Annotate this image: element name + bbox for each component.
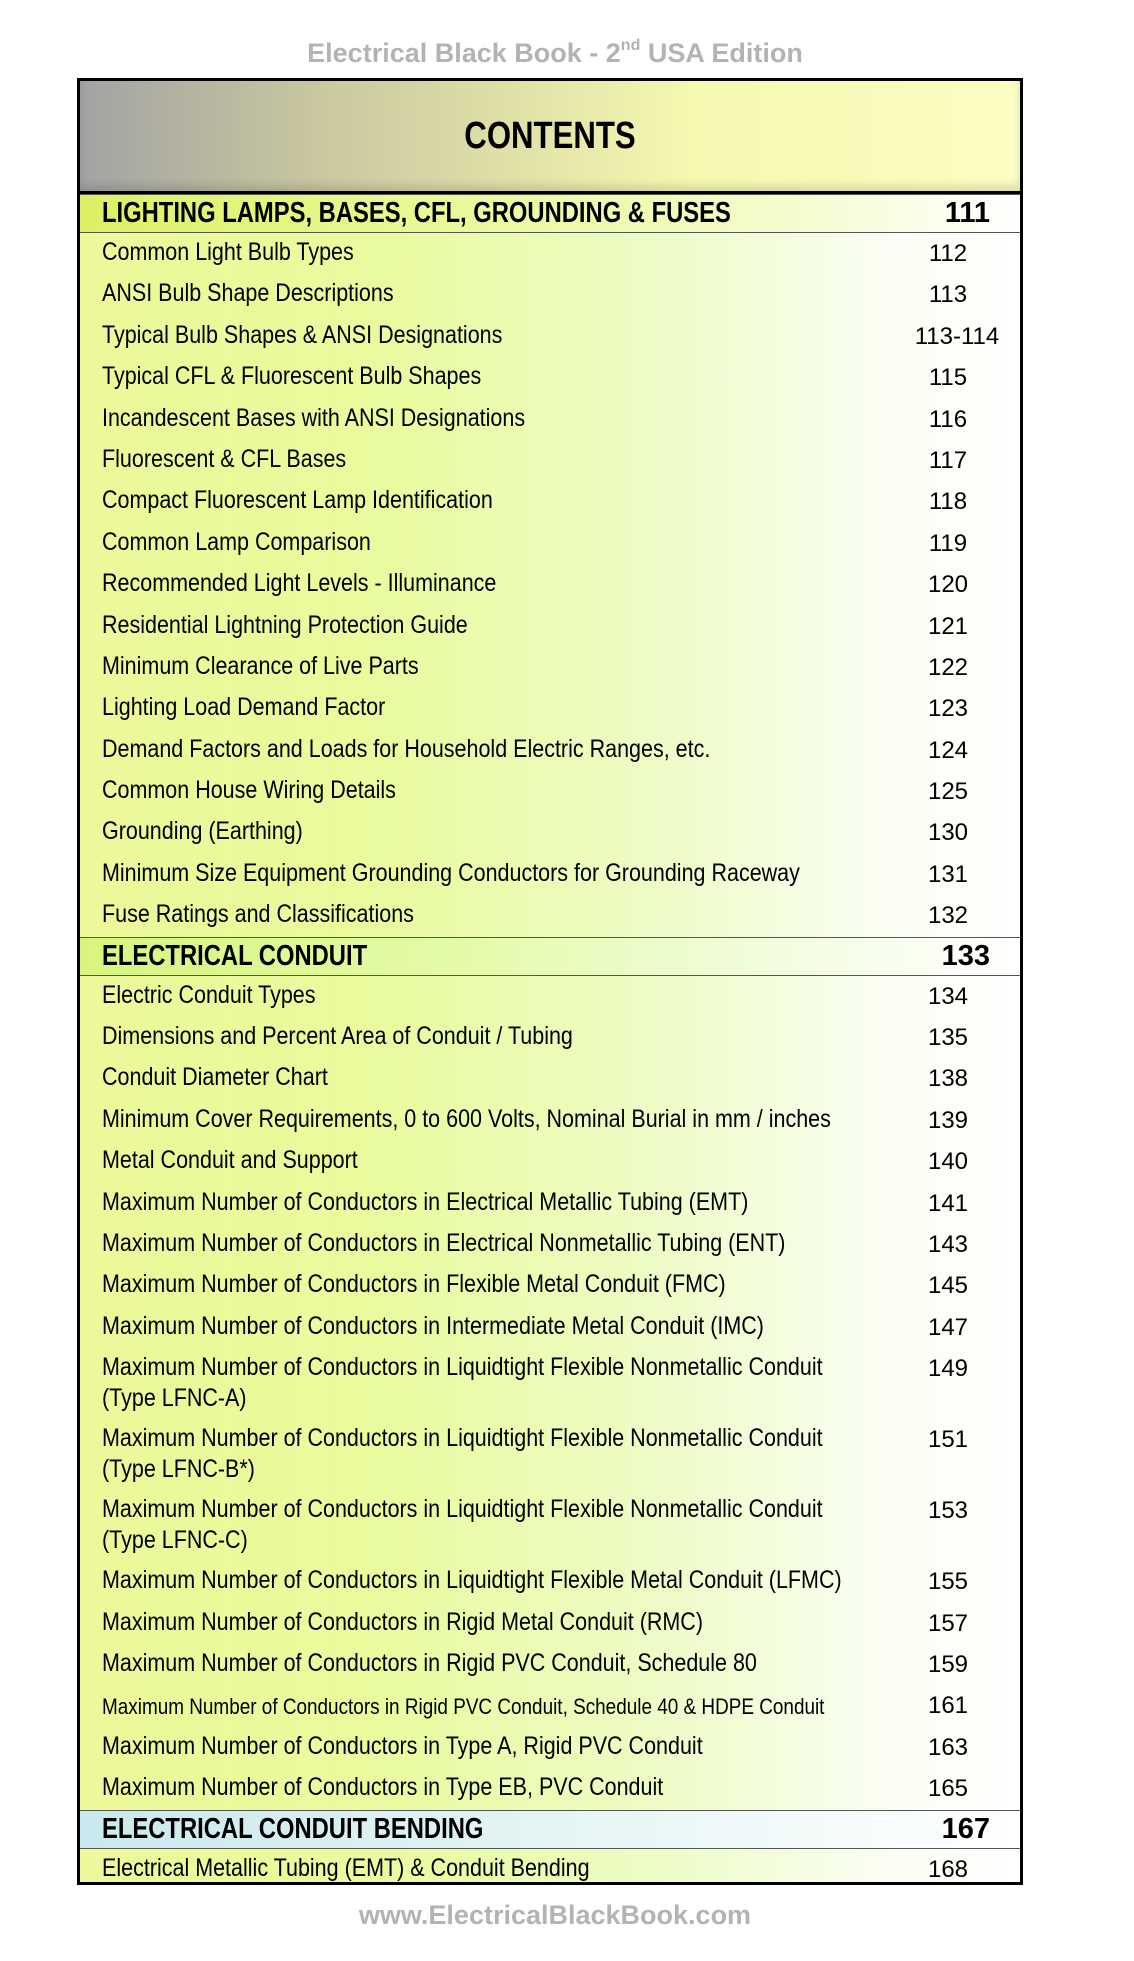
entry-title: Maximum Number of Conductors in Intermediate Metal Conduit (IMC) — [102, 1311, 764, 1340]
entry-title: Maximum Number of Conductors in Liquidtight Flexible Nonmetallic Conduit (Type LFNC-C) — [102, 1495, 823, 1555]
section-heading-conduit[interactable] — [80, 937, 1020, 976]
section-page: 167 — [941, 1812, 990, 1845]
entry-page: 120 — [927, 571, 969, 599]
toc-entry[interactable] — [80, 1419, 1020, 1490]
toc-entry[interactable] — [80, 1265, 1020, 1306]
toc-entry[interactable] — [80, 854, 1020, 895]
website-footer[interactable]: www.ElectricalBlackBook.com — [358, 1900, 752, 1930]
entry-title: Recommended Light Levels - Illuminance — [102, 569, 497, 598]
toc-entry[interactable] — [80, 523, 1020, 564]
section-heading-lighting[interactable] — [80, 194, 1020, 233]
entry-page: 135 — [927, 1024, 969, 1052]
entry-page: 122 — [927, 653, 969, 681]
entry-title: Common Light Bulb Types — [102, 238, 354, 266]
entry-page: 113-114 — [914, 322, 1000, 350]
entry-title: Minimum Cover Requirements, 0 to 600 Volts, Nominal Burial in mm / inches — [102, 1104, 831, 1133]
entry-title: Electric Conduit Types — [102, 980, 316, 1009]
toc-entry[interactable] — [80, 976, 1020, 1017]
toc-entry[interactable] — [80, 1100, 1020, 1141]
section-page: 133 — [941, 939, 990, 972]
contents-banner — [80, 81, 1020, 194]
toc-entry[interactable] — [80, 357, 1020, 398]
entry-page: 141 — [927, 1189, 969, 1217]
toc-entry[interactable] — [80, 730, 1020, 771]
entry-title: Compact Fluorescent Lamp Identification — [102, 486, 493, 515]
entry-page: 131 — [927, 860, 969, 888]
entry-page: 140 — [927, 1148, 969, 1176]
toc-entry[interactable] — [80, 1849, 1020, 1886]
entry-title: Maximum Number of Conductors in Type EB, PVC Conduit — [102, 1773, 664, 1802]
entry-title: Minimum Size Equipment Grounding Conductors for Grounding Raceway — [102, 858, 800, 887]
entry-page: 149 — [927, 1355, 969, 1383]
entry-title: Maximum Number of Conductors in Liquidtight Flexible Nonmetallic Conduit (Type LFNC-A) — [102, 1353, 823, 1413]
entry-page: 155 — [927, 1568, 969, 1596]
entry-title: Maximum Number of Conductors in Electrical Metallic Tubing (EMT) — [102, 1187, 749, 1216]
toc-entry[interactable] — [80, 1141, 1020, 1182]
entry-title: Grounding (Earthing) — [102, 817, 303, 846]
section-heading-bending[interactable] — [80, 1810, 1020, 1849]
entry-page: 115 — [928, 364, 968, 392]
entry-title: Typical Bulb Shapes & ANSI Designations — [102, 320, 503, 349]
entry-page: 151 — [927, 1426, 969, 1454]
entry-title: Maximum Number of Conductors in Liquidtight Flexible Nonmetallic Conduit (Type LFNC-B*) — [102, 1424, 823, 1484]
entry-page: 159 — [927, 1650, 969, 1678]
entry-page: 117 — [928, 446, 968, 474]
entry-title: Minimum Clearance of Live Parts — [102, 651, 419, 680]
entry-page: 130 — [927, 819, 969, 847]
entry-page: 132 — [927, 902, 969, 930]
entry-title: Common House Wiring Details — [102, 776, 396, 805]
toc-entry[interactable] — [80, 812, 1020, 853]
toc-entry[interactable] — [80, 481, 1020, 522]
toc-entry[interactable] — [80, 1058, 1020, 1099]
entry-title: Fuse Ratings and Classifications — [102, 900, 414, 929]
toc-entry[interactable] — [80, 1307, 1020, 1348]
entry-title: Maximum Number of Conductors in Rigid PVC Conduit, Schedule 40 & HDPE Conduit — [102, 1694, 825, 1720]
toc-entry[interactable] — [80, 606, 1020, 647]
entry-page: 118 — [928, 488, 968, 516]
entry-title: Maximum Number of Conductors in Rigid PVC Conduit, Schedule 80 — [102, 1648, 757, 1677]
entry-page: 161 — [927, 1692, 969, 1720]
entry-title: Fluorescent & CFL Bases — [102, 444, 347, 473]
entry-title: Maximum Number of Conductors in Rigid Metal Conduit (RMC) — [102, 1607, 703, 1636]
toc-entry[interactable] — [80, 1644, 1020, 1685]
entry-title: Maximum Number of Conductors in Flexible Metal Conduit (FMC) — [102, 1270, 726, 1299]
entry-page: 116 — [928, 405, 968, 433]
entry-page: 134 — [927, 982, 969, 1010]
toc-entry[interactable] — [80, 1603, 1020, 1644]
toc-entry[interactable] — [80, 1727, 1020, 1768]
entry-page: 121 — [927, 612, 969, 640]
entry-page: 168 — [927, 1855, 969, 1883]
entry-page: 112 — [928, 240, 968, 267]
toc-entry[interactable] — [80, 564, 1020, 605]
toc-entry[interactable] — [80, 399, 1020, 440]
section-title: ELECTRICAL CONDUIT BENDING — [102, 1812, 484, 1845]
entry-title: Maximum Number of Conductors in Electrical Nonmetallic Tubing (ENT) — [102, 1228, 786, 1257]
entry-page: 163 — [927, 1733, 969, 1761]
toc-entry[interactable] — [80, 316, 1020, 357]
header-superscript: nd — [620, 37, 641, 54]
toc-entry[interactable] — [80, 1561, 1020, 1602]
toc-entry[interactable] — [80, 233, 1020, 274]
toc-entry[interactable] — [80, 1490, 1020, 1561]
toc-entry[interactable] — [80, 1017, 1020, 1058]
entry-title: Residential Lightning Protection Guide — [102, 610, 468, 639]
entry-page: 119 — [928, 529, 968, 557]
toc-entry[interactable] — [80, 440, 1020, 481]
toc-entry[interactable] — [80, 1183, 1020, 1224]
toc-entry[interactable] — [80, 1348, 1020, 1419]
toc-entry[interactable] — [80, 688, 1020, 729]
entry-title: Dimensions and Percent Area of Conduit / Tubing — [102, 1022, 573, 1051]
contents-title: CONTENTS — [464, 115, 636, 157]
entry-page: 139 — [927, 1106, 969, 1134]
toc-entry[interactable] — [80, 895, 1020, 936]
entry-title: Incandescent Bases with ANSI Designations — [102, 403, 526, 432]
book-header — [0, 38, 1110, 69]
toc-entry[interactable] — [80, 1768, 1020, 1809]
entry-page: 124 — [927, 736, 969, 764]
contents-page — [77, 78, 1023, 1885]
section-title: ELECTRICAL CONDUIT — [102, 939, 368, 972]
entry-page: 113 — [928, 281, 968, 309]
entry-title: Common Lamp Comparison — [102, 527, 371, 556]
entry-page: 153 — [927, 1497, 969, 1525]
toc-entry[interactable] — [80, 771, 1020, 812]
entry-title: Electrical Metallic Tubing (EMT) & Conduit Bending — [102, 1853, 590, 1882]
header-text: Electrical Black Book - 2 — [307, 38, 621, 68]
entry-page: 125 — [927, 778, 969, 806]
entry-title: Metal Conduit and Support — [102, 1146, 358, 1175]
header-text-suffix: USA Edition — [640, 38, 803, 68]
toc-entry[interactable] — [80, 647, 1020, 688]
section-title: LIGHTING LAMPS, BASES, CFL, GROUNDING & FUSES — [102, 197, 731, 229]
entry-page: 143 — [927, 1230, 969, 1258]
entry-title: Maximum Number of Conductors in Type A, Rigid PVC Conduit — [102, 1731, 703, 1760]
entry-page: 165 — [927, 1775, 969, 1803]
entry-page: 145 — [927, 1272, 969, 1300]
entry-page: 123 — [927, 695, 969, 723]
entry-title: Lighting Load Demand Factor — [102, 693, 386, 722]
section-page: 111 — [944, 197, 990, 229]
toc-entry[interactable] — [80, 274, 1020, 315]
entry-title: Typical CFL & Fluorescent Bulb Shapes — [102, 362, 482, 391]
toc-entry[interactable] — [80, 1685, 1020, 1726]
entry-page: 138 — [927, 1065, 969, 1093]
entry-title: ANSI Bulb Shape Descriptions — [102, 279, 394, 308]
entry-title: Conduit Diameter Chart — [102, 1063, 328, 1092]
entry-title: Demand Factors and Loads for Household Electric Ranges, etc. — [102, 734, 711, 763]
entry-page: 157 — [927, 1609, 969, 1637]
toc-entry[interactable] — [80, 1224, 1020, 1265]
entry-title: Maximum Number of Conductors in Liquidtight Flexible Metal Conduit (LFMC) — [102, 1566, 842, 1595]
entry-page: 147 — [927, 1313, 969, 1341]
